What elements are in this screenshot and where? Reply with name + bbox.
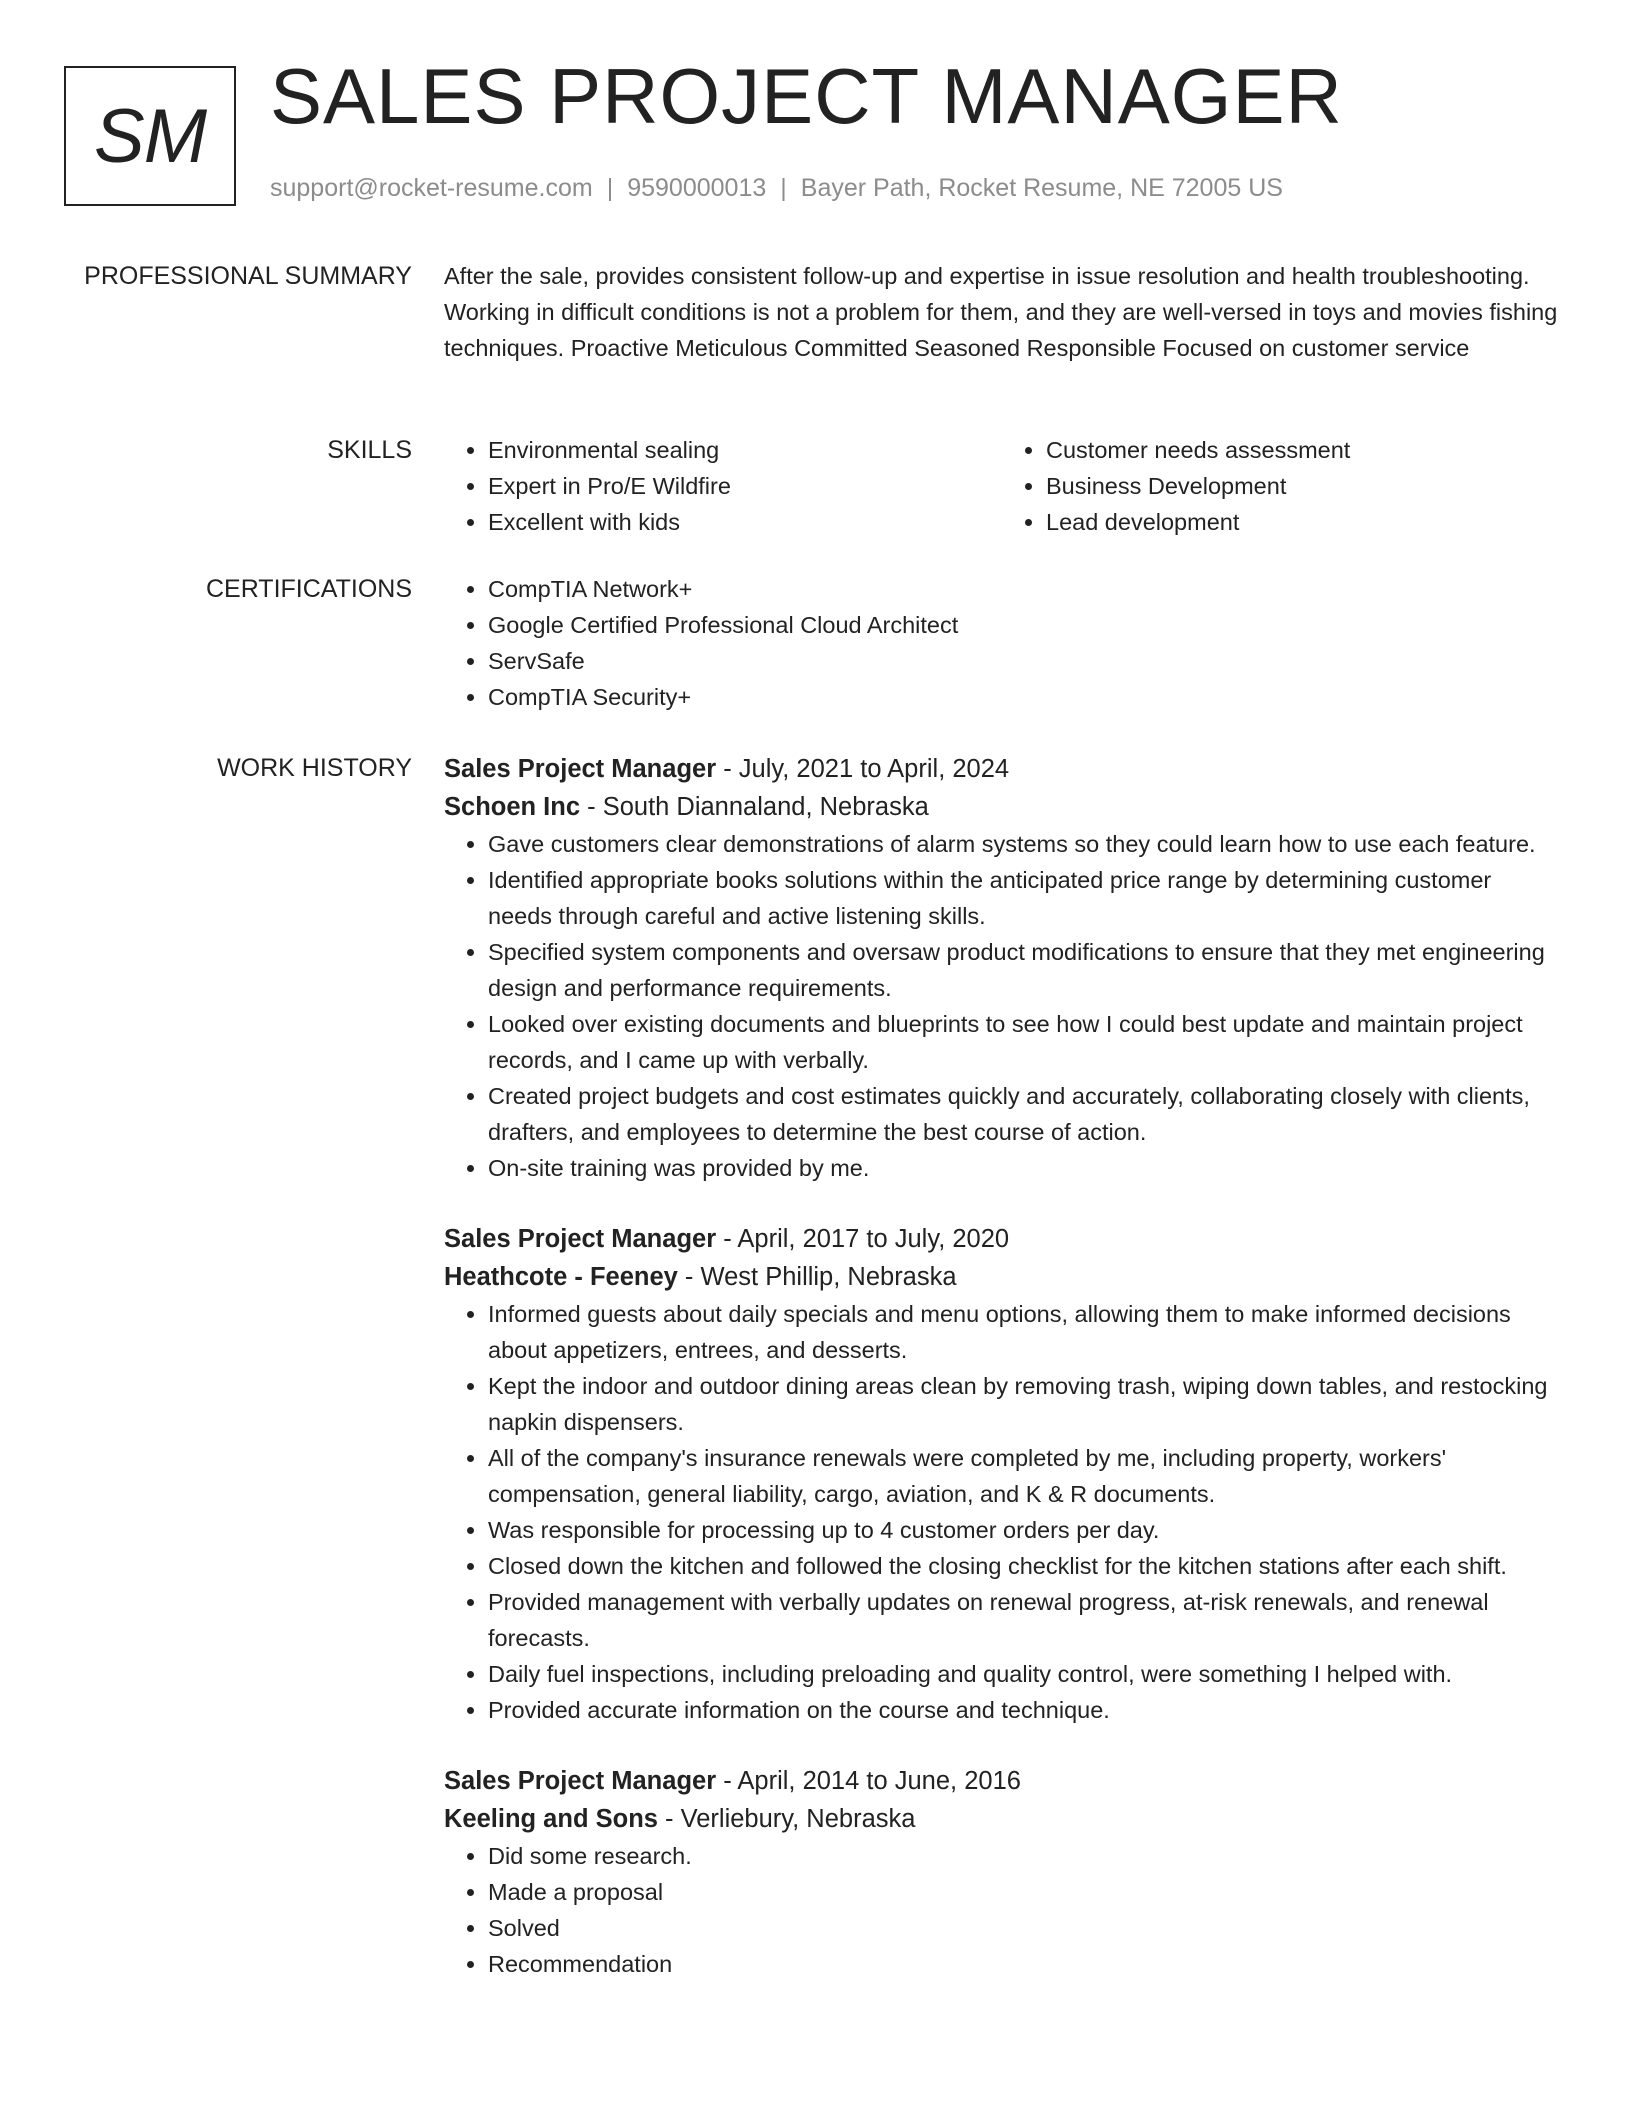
job-bullet: • Solved: [488, 1910, 1560, 1946]
contact-email: support@rocket-resume.com: [270, 174, 593, 202]
job-bullet: • Recommendation: [488, 1946, 1560, 1982]
job-title-line: [444, 1762, 1560, 1800]
job-bullet: • Kept the indoor and outdoor dining areas clean by removing trash, wiping down tables, and restocking napkin dispensers.: [488, 1368, 1560, 1440]
summary-text: After the sale, provides consistent follow-up and expertise in issue resolution and health troubleshooting. Working in difficult conditions is not a problem for them, and they are well-versed in toys and movies fishing techniques. Proactive Meticulous Committed Seasoned Responsible Focused on customer service: [444, 263, 1558, 361]
job-company-line: [444, 788, 1560, 826]
contact-phone: 9590000013: [627, 174, 767, 202]
certification-item: • CompTIA Network+: [488, 571, 1560, 607]
job-bullet: • Closed down the kitchen and followed the closing checklist for the kitchen stations after each shift.: [488, 1548, 1560, 1584]
job-location: - Verliebury, Nebraska: [665, 1805, 916, 1833]
certifications-body: [444, 571, 1560, 715]
certification-item: • ServSafe: [488, 643, 1560, 679]
job-title-line: [444, 750, 1560, 788]
certification-item: • CompTIA Security+: [488, 679, 1560, 715]
skills-list-left: [444, 432, 1002, 540]
job-company-line: [444, 1258, 1560, 1296]
job-company: Keeling and Sons: [444, 1805, 658, 1833]
job-dates: - July, 2021 to April, 2024: [723, 755, 1010, 783]
contact-address: Bayer Path, Rocket Resume, NE 72005 US: [800, 174, 1283, 202]
skills-grid: [444, 432, 1560, 540]
certification-item: • Google Certified Professional Cloud Architect: [488, 607, 1560, 643]
job-bullet: • Provided accurate information on the course and technique.: [488, 1692, 1560, 1728]
job-bullet-list: [444, 826, 1560, 1186]
monogram-logo: SM: [64, 66, 236, 206]
contact-separator: |: [780, 174, 787, 202]
job-title: Sales Project Manager: [444, 755, 717, 783]
work-history-heading: WORK HISTORY: [217, 754, 412, 782]
skill-item: • Environmental sealing: [488, 432, 1002, 468]
job-title-line: [444, 1220, 1560, 1258]
certifications-list: [444, 571, 1560, 715]
job-bullet: • All of the company's insurance renewals were completed by me, including property, workers' compensation, general liability, cargo, aviation, and K & R documents.: [488, 1440, 1560, 1512]
job-company: Schoen Inc: [444, 793, 581, 821]
contact-separator: |: [606, 174, 614, 202]
job-bullet: • Created project budgets and cost estimates quickly and accurately, collaborating closely with clients, drafters, and employees to determine the best course of action.: [488, 1078, 1560, 1150]
job-title: Sales Project Manager: [444, 1767, 717, 1795]
summary-body: [444, 258, 1560, 366]
job-company: Heathcote - Feeney: [444, 1263, 678, 1291]
job-bullet: • Did some research.: [488, 1838, 1560, 1874]
job-entry: [444, 1762, 1560, 1982]
contact-line: [270, 174, 1283, 203]
skill-item: • Customer needs assessment: [1046, 432, 1560, 468]
job-bullet: • Was responsible for processing up to 4 customer orders per day.: [488, 1512, 1560, 1548]
job-dates: - April, 2014 to June, 2016: [723, 1767, 1021, 1795]
job-bullet: • Gave customers clear demonstrations of alarm systems so they could learn how to use each feature.: [488, 826, 1560, 862]
skill-item: • Expert in Pro/E Wildfire: [488, 468, 1002, 504]
skill-item: • Excellent with kids: [488, 504, 1002, 540]
job-bullet: • Daily fuel inspections, including preloading and quality control, were something I helped with.: [488, 1656, 1560, 1692]
skills-body: [444, 432, 1560, 540]
job-entry: [444, 1220, 1560, 1728]
skill-item: • Lead development: [1046, 504, 1560, 540]
job-location: - South Diannaland, Nebraska: [587, 793, 929, 821]
skills-list-right: [1002, 432, 1560, 540]
skills-heading: SKILLS: [327, 436, 412, 464]
job-bullet-list: [444, 1296, 1560, 1728]
job-company-line: [444, 1800, 1560, 1838]
job-bullet: • On-site training was provided by me.: [488, 1150, 1560, 1186]
certifications-heading: CERTIFICATIONS: [205, 575, 412, 603]
summary-heading: PROFESSIONAL SUMMARY: [84, 262, 412, 290]
job-bullet: • Informed guests about daily specials and menu options, allowing them to make informed decisions about appetizers, entrees, and desserts.: [488, 1296, 1560, 1368]
job-bullet: • Made a proposal: [488, 1874, 1560, 1910]
job-dates: - April, 2017 to July, 2020: [723, 1225, 1010, 1253]
work-history-body: [444, 750, 1560, 2016]
page-title: SALES PROJECT MANAGER: [270, 52, 1343, 140]
job-title: Sales Project Manager: [444, 1225, 717, 1253]
job-location: - West Phillip, Nebraska: [684, 1263, 957, 1291]
job-bullet: • Specified system components and oversaw product modifications to ensure that they met engineering design and performance requirements.: [488, 934, 1560, 1006]
job-entry: [444, 750, 1560, 1186]
job-bullet-list: [444, 1838, 1560, 1982]
job-bullet: • Identified appropriate books solutions within the anticipated price range by determining customer needs through careful and active listening skills.: [488, 862, 1560, 934]
job-bullet: • Provided management with verbally updates on renewal progress, at-risk renewals, and renewal forecasts.: [488, 1584, 1560, 1656]
skill-item: • Business Development: [1046, 468, 1560, 504]
job-bullet: • Looked over existing documents and blueprints to see how I could best update and maintain project records, and I came up with verbally.: [488, 1006, 1560, 1078]
